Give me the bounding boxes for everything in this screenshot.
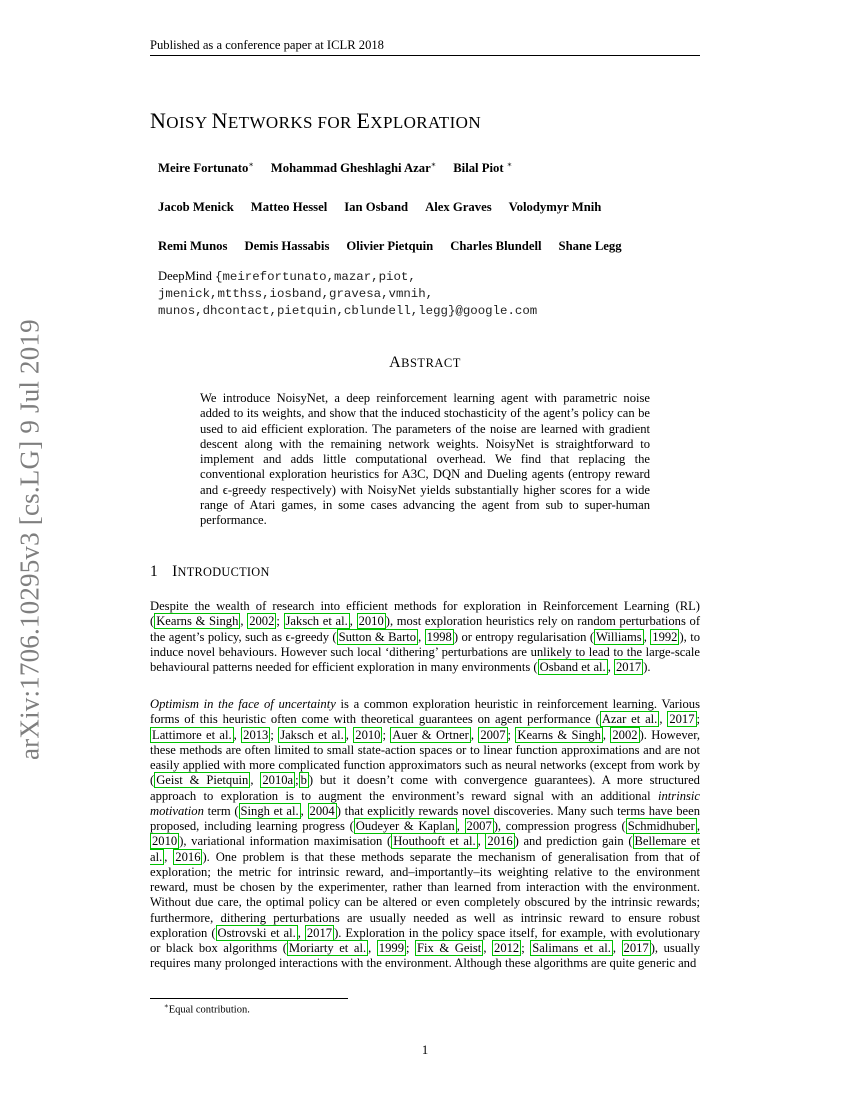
author: Shane Legg	[558, 239, 622, 253]
citation-link[interactable]: 2004	[309, 803, 335, 818]
title-small-caps: XPLORATION	[370, 113, 482, 132]
citation-link[interactable]: Kearns & Singh	[156, 614, 239, 629]
citation-link[interactable]: b	[300, 773, 307, 788]
author: Matteo Hessel	[250, 200, 328, 214]
citation-link[interactable]: Moriarty et al.	[288, 941, 367, 955]
citation-link[interactable]: 2017	[669, 712, 695, 727]
citation-link[interactable]: 2012	[494, 941, 520, 955]
citation-link[interactable]: Oudeyer & Kaplan	[355, 819, 455, 833]
affiliation-org: DeepMind	[158, 269, 212, 283]
citation-link[interactable]: 2017	[306, 925, 333, 940]
author-row-3	[158, 239, 622, 254]
author: Olivier Pietquin	[346, 239, 434, 253]
citation-link[interactable]: 1999	[378, 941, 404, 955]
paper-title	[150, 108, 481, 134]
citation-link[interactable]: Jaksch et al.	[280, 727, 344, 742]
citation-link[interactable]: 2007	[466, 819, 492, 833]
title-cap: N	[150, 108, 167, 133]
citation-link[interactable]: 2007	[480, 727, 506, 742]
footnote-mark: ∗	[164, 1002, 169, 1010]
title-small-caps: ETWORKS FOR	[227, 113, 357, 132]
author: Alex Graves	[425, 200, 492, 214]
section-number: 1	[150, 563, 159, 580]
running-header: Published as a conference paper at ICLR 2018	[150, 38, 384, 52]
email-line: munos,dhcontact,pietquin,cblundell,legg}@google.com	[158, 304, 538, 318]
author: Ian Osband	[344, 200, 409, 214]
author: Mohammad Gheshlaghi Azar∗	[270, 160, 437, 176]
citation-link[interactable]: 2017	[616, 660, 642, 674]
abstract-body: We introduce NoisyNet, a deep reinforcement learning agent with parametric noise added to its weights, and show that the induced stochasticity of the agent’s policy can be used to aid efficient exploration. The parameters of the noise are learned with gradient descent along with the remaining network weights. NoisyNet is straightforward to implement and adds little computational overhead. We find that replacing the conventional exploration heuristics for A3C, DQN and Dueling agents (entropy reward and ϵ-greedy respectively) with NoisyNet yields substantially higher scores for a wide range of Atari games, in some cases advancing the agent from sub to super-human performance.	[200, 391, 650, 528]
citation-link[interactable]: Bellemare et al.	[150, 834, 701, 864]
footnote	[164, 1002, 250, 1016]
citation-link[interactable]: Salimans et al.	[532, 941, 611, 955]
author: Bilal Piot ∗	[453, 160, 513, 176]
arxiv-stamp: arXiv:1706.10295v3 [cs.LG] 9 Jul 2019	[14, 319, 45, 761]
header-rule	[150, 55, 700, 56]
citation-link[interactable]: Sutton & Barto	[338, 629, 417, 644]
citation-link[interactable]: 2010a	[262, 773, 294, 788]
author: Jacob Menick	[158, 200, 234, 214]
citation-link[interactable]: 2010	[358, 614, 384, 629]
citation-link[interactable]: 1992	[652, 629, 678, 644]
citation-link[interactable]: Schmidhuber	[627, 819, 695, 833]
citation-link[interactable]: 2017	[623, 941, 649, 955]
citation-link[interactable]: 2002	[249, 614, 275, 629]
citation-link[interactable]: Ostrovski et al.	[217, 925, 296, 940]
citation-link[interactable]: 1998	[426, 629, 452, 644]
citation-link[interactable]: Kearns & Singh	[517, 727, 601, 742]
author-row-2	[158, 200, 601, 215]
citation-link[interactable]: 2010	[152, 834, 178, 849]
citation-link[interactable]: 2013	[243, 727, 269, 742]
citation-link[interactable]: 2016	[487, 834, 513, 849]
author-row-1	[158, 160, 512, 176]
intro-paragraph-2: Optimism in the face of uncertainty is a common exploration heuristic in reinforcement learning. Various forms of this heuristic often come with theoretical guarantees on agent performance ( Azar et al. , 2017 ; Lattimore et al. , 2013 ; Jaksch et al. , 2010 ; Auer & Ortner , 2007 ; Kearns & Singh , 2002 ). However, these methods are often limited to small state-action spaces or to linear function approximations and are not easily applied with more complicated function approximators such as neural networks (except from work by ( Geist & Pietquin , 2010a ; b ) but it doesn’t come with convergence guarantees). A more structured approach to exploration is to augment the environment’s reward signal with an additional intrinsic motivation term ( Singh et al. , 2004 ) that explicitly rewards novel discoveries. Many such terms have been proposed, including learning progress ( Oudeyer & Kaplan , 2007 ), compression progress ( Schmidhuber , 2010 ), variational information maximisation ( Houthooft et al. , 2016 ) and prediction gain ( Bellemare et al. , 2016 ). One problem is that these methods separate the mechanism of generalisation from that of exploration; the metric for intrinsic reward, and–importantly–its weighting relative to the environment reward, must be chosen by the experimenter, rather than learned from interaction with the environment. Without due care, the optimal policy can be altered or even completely obscured by the intrinsic rewards; furthermore, dithering perturbations are usually needed as well as intrinsic reward to ensure robust exploration ( Ostrovski et al. , 2017 ). Exploration in the policy space itself, for example, with evolutionary or black box algorithms ( Moriarty et al. , 1999 ; Fix & Geist , 2012 ; Salimans et al. , 2017 ), usually requires many prolonged interactions with the environment. Although these algorithms are quite generic and	[150, 697, 701, 971]
author: Remi Munos	[158, 239, 228, 253]
citation-link[interactable]: Lattimore et al.	[152, 727, 232, 742]
citation-link[interactable]: Williams	[596, 629, 642, 644]
footnote-text: Equal contribution.	[168, 1004, 250, 1016]
footnote-rule	[150, 998, 348, 999]
citation-link[interactable]: Houthooft et al.	[393, 834, 476, 849]
citation-link[interactable]: Geist & Pietquin	[156, 773, 249, 788]
intro-paragraph-1: Despite the wealth of research into efficient methods for exploration in Reinforcement Learning (RL) ( Kearns & Singh , 2002 ; Jaksch et al. , 2010 ), most exploration heuristics rely on random perturbations of the agent’s policy, such as ϵ-greedy ( Sutton & Barto , 1998 ) or entropy regularisation ( Williams , 1992 ), to induce novel behaviours. However such local ‘dithering’ perturbations are unlikely to lead to the large-scale behavioural patterns needed for efficient exploration in many environments ( Osband et al. , 2017 ).	[150, 599, 701, 674]
citation-link[interactable]: 2010	[355, 727, 381, 742]
citation-link[interactable]: 2016	[175, 849, 201, 864]
affiliation	[158, 268, 537, 319]
email-line: {meirefortunato,mazar,piot,	[215, 270, 416, 284]
author: Demis Hassabis	[244, 239, 330, 253]
title-cap: N	[211, 108, 228, 133]
title-cap: E	[356, 108, 371, 133]
emphasis: intrinsic motivation	[150, 788, 700, 818]
citation-link[interactable]: Singh et al.	[240, 803, 299, 818]
citation-link[interactable]: Azar et al.	[601, 712, 658, 727]
citation-link[interactable]: Osband et al.	[539, 660, 606, 674]
citation-link[interactable]: Jaksch et al.	[285, 614, 348, 629]
citation-link[interactable]: Auer & Ortner	[392, 727, 469, 742]
emphasis: Optimism in the face of uncertainty	[150, 697, 336, 711]
email-line: jmenick,mtthss,iosband,gravesa,vmnih,	[158, 287, 434, 301]
author: Charles Blundell	[450, 239, 542, 253]
abstract-heading: ABSTRACT	[389, 354, 461, 371]
citation-link[interactable]: 2002	[612, 727, 638, 742]
page-number: 1	[421, 1043, 429, 1057]
author: Meire Fortunato∗	[158, 160, 254, 176]
author: Volodymyr Mnih	[508, 200, 602, 214]
title-small-caps: OISY	[166, 113, 212, 132]
section-heading-introduction: 1 INTRODUCTION	[150, 563, 270, 580]
citation-link[interactable]: Fix & Geist	[417, 941, 482, 955]
